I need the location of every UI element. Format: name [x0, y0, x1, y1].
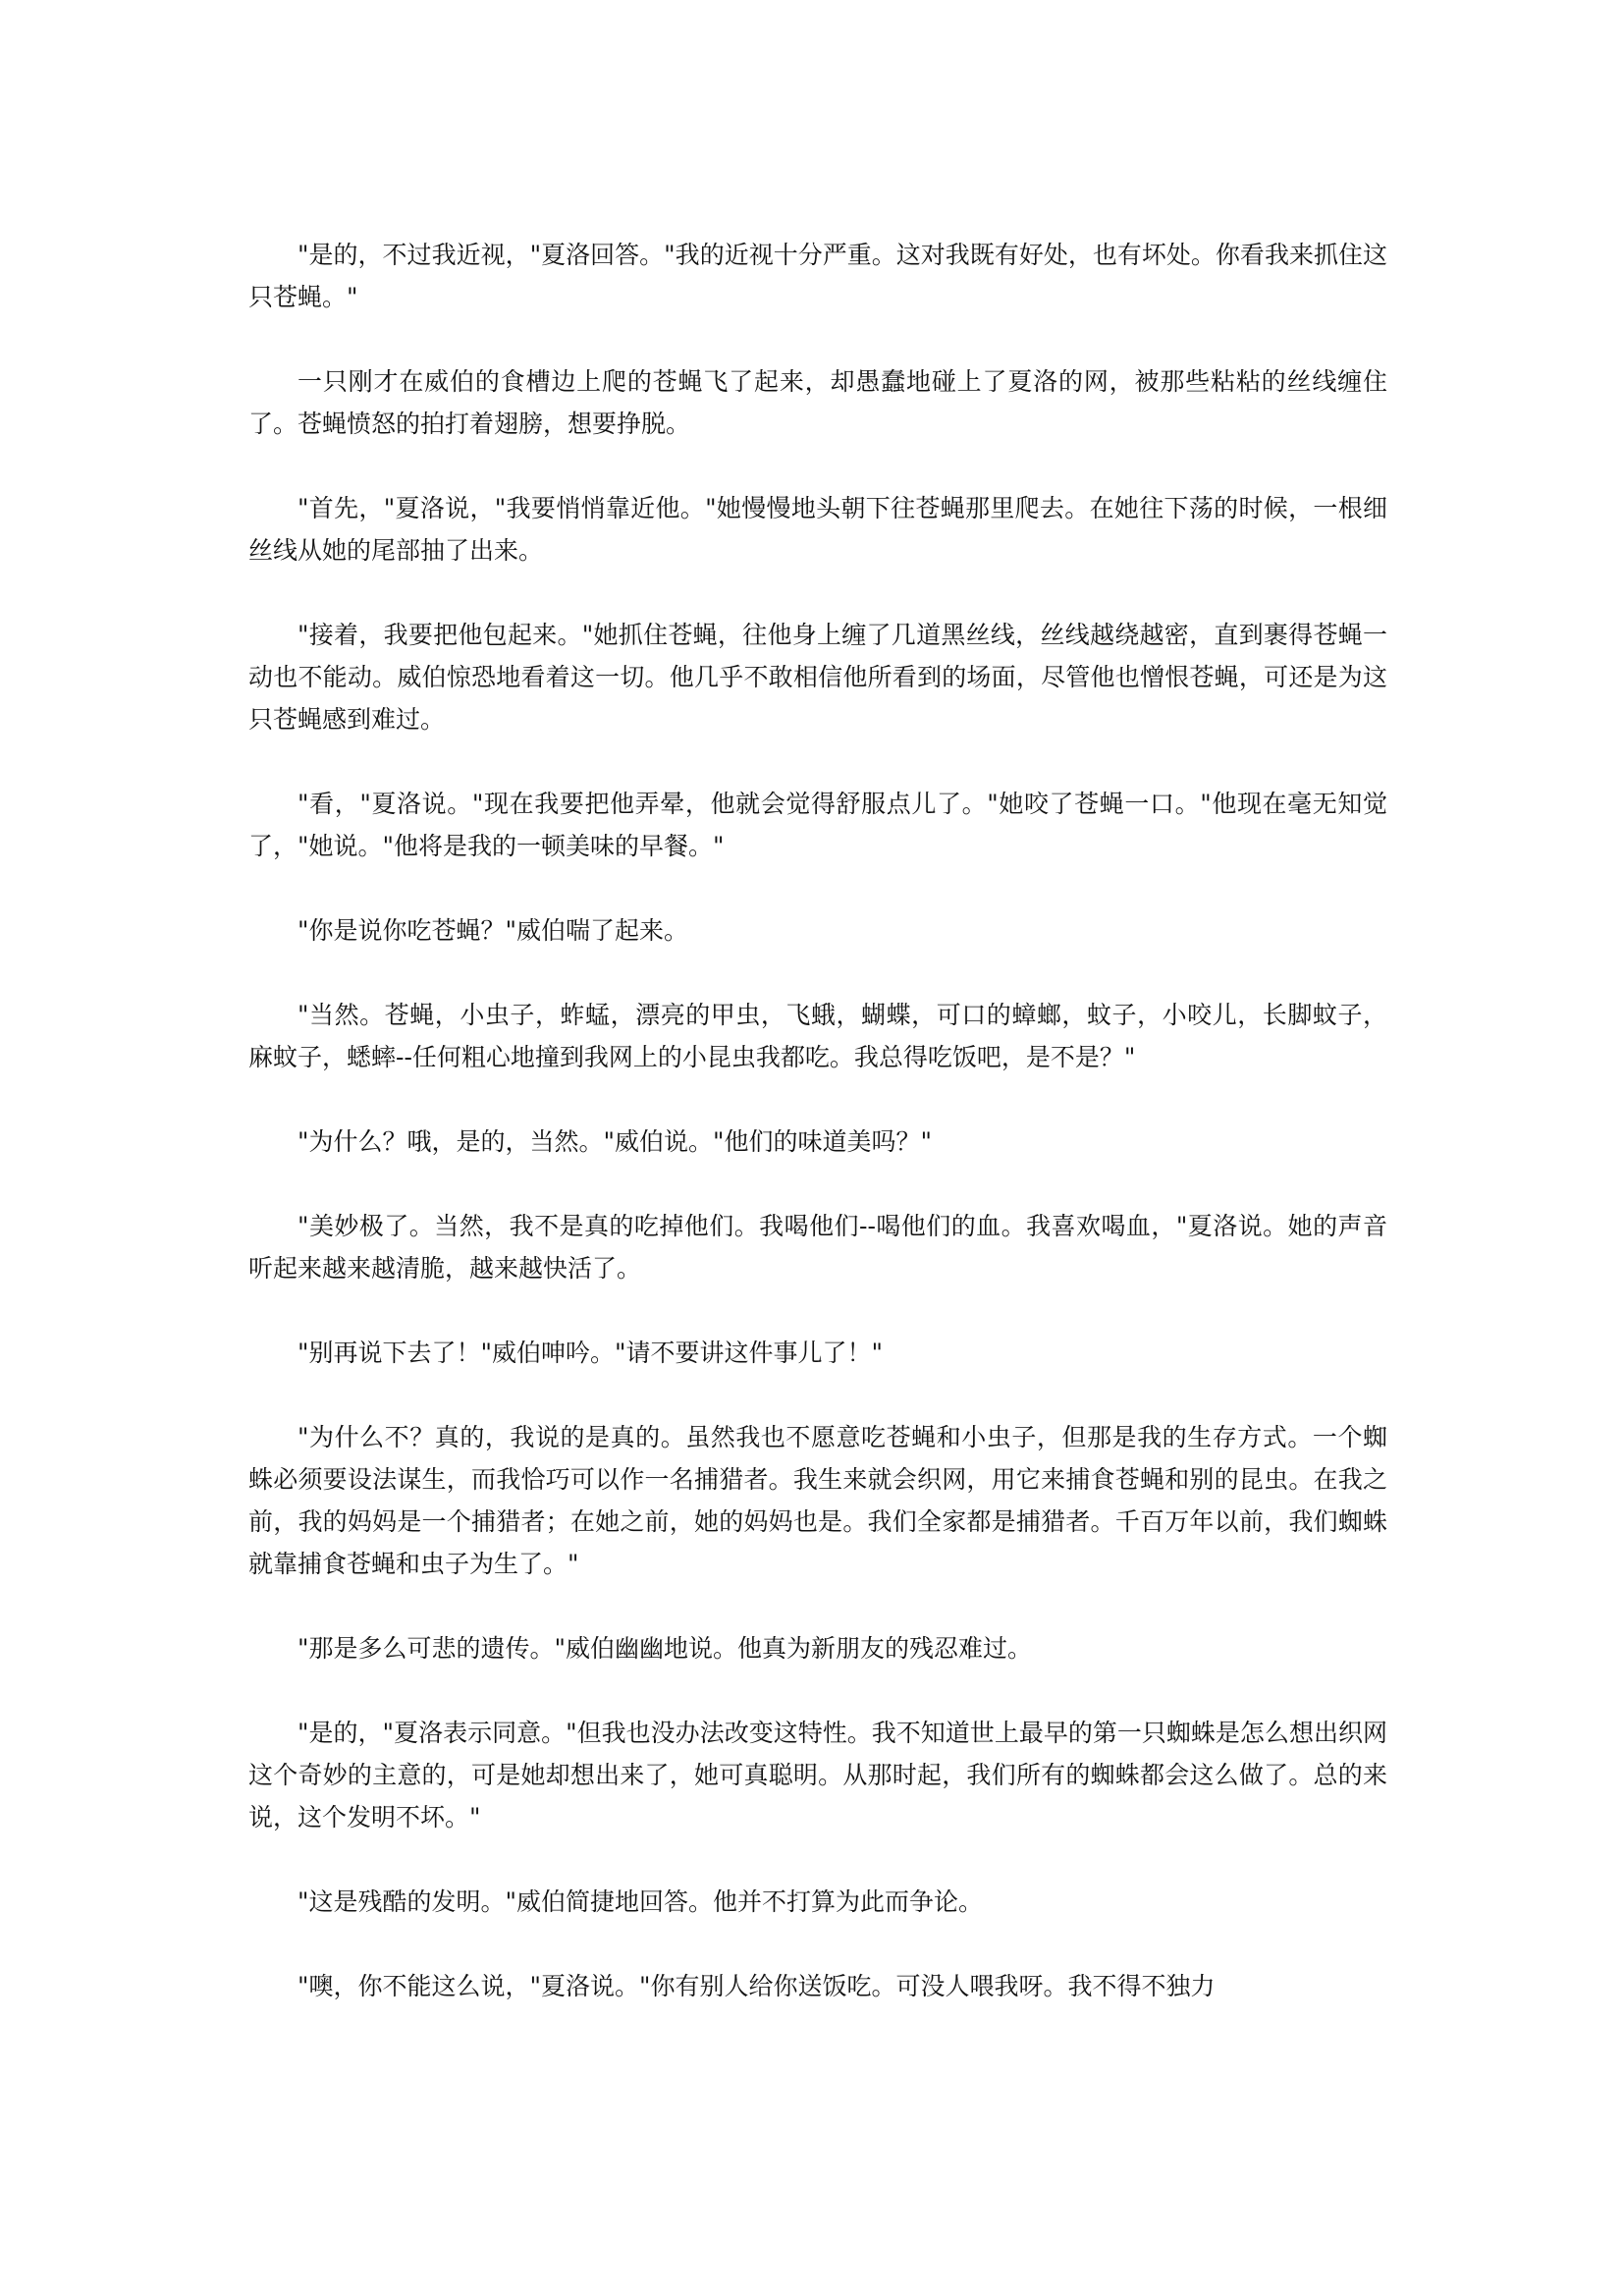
paragraph-4: "接着，我要把他包起来。"她抓住苍蝇，往他身上缠了几道黑丝线，丝线越绕越密，直到裹得苍蝇一动也不能动。威伯惊恐地看着这一切。他几乎不敢相信他所看到的场面，尽管他也憎恨苍蝇，可还是为这只苍蝇感到难过。	[248, 621, 1387, 734]
paragraph-8: "为什么？哦，是的，当然。"威伯说。"他们的味道美吗？"	[298, 1127, 932, 1156]
paragraph-6: "你是说你吃苍蝇？"威伯喘了起来。	[298, 916, 688, 945]
paragraph-10: "别再说下去了！"威伯呻吟。"请不要讲这件事儿了！"	[298, 1339, 883, 1367]
paragraph-1: "是的，不过我近视，"夏洛回答。"我的近视十分严重。这对我既有好处，也有坏处。你看我来抓住这只苍蝇。"	[248, 241, 1387, 311]
paragraph-15: "噢，你不能这么说，"夏洛说。"你有别人给你送饭吃。可没人喂我呀。我不得不独力	[298, 1972, 1216, 2000]
paragraph-13: "是的，"夏洛表示同意。"但我也没办法改变这特性。我不知道世上最早的第一只蜘蛛是怎么想出织网这个奇妙的主意的，可是她却想出来了，她可真聪明。从那时起，我们所有的蜘蛛都会这么做了。总的来说，这个发明不坏。"	[248, 1719, 1387, 1831]
paragraph-9: "美妙极了。当然，我不是真的吃掉他们。我喝他们--喝他们的血。我喜欢喝血，"夏洛说。她的声音听起来越来越清脆，越来越快活了。	[248, 1212, 1387, 1283]
paragraph-2: 一只刚才在威伯的食槽边上爬的苍蝇飞了起来，却愚蠢地碰上了夏洛的网，被那些粘粘的丝线缠住了。苍蝇愤怒的拍打着翅膀，想要挣脱。	[248, 367, 1387, 438]
paragraph-5: "看，"夏洛说。"现在我要把他弄晕，他就会觉得舒服点儿了。"她咬了苍蝇一口。"他现在毫无知觉了，"她说。"他将是我的一顿美味的早餐。"	[248, 790, 1387, 860]
paragraph-14: "这是残酷的发明。"威伯简捷地回答。他并不打算为此而争论。	[298, 1887, 984, 1916]
paragraph-3: "首先，"夏洛说，"我要悄悄靠近他。"她慢慢地头朝下往苍蝇那里爬去。在她往下荡的时候，一根细丝线从她的尾部抽了出来。	[248, 494, 1387, 565]
paragraph-12: "那是多么可悲的遗传。"威伯幽幽地说。他真为新朋友的残忍难过。	[298, 1634, 1033, 1663]
paragraph-11: "为什么不？真的，我说的是真的。虽然我也不愿意吃苍蝇和小虫子，但那是我的生存方式。一个蜘蛛必须要设法谋生，而我恰巧可以作一名捕猎者。我生来就会织网，用它来捕食苍蝇和别的昆虫。在我之前，我的妈妈是一个捕猎者；在她之前，她的妈妈也是。我们全家都是捕猎者。千百万年以前，我们蜘蛛就靠捕食苍蝇和虫子为生了。"	[248, 1423, 1387, 1578]
paragraph-7: "当然。苍蝇，小虫子，蚱蜢，漂亮的甲虫，飞蛾，蝴蝶，可口的蟑螂，蚊子，小咬儿，长脚蚊子，麻蚊子，蟋蟀--任何粗心地撞到我网上的小昆虫我都吃。我总得吃饭吧，是不是？"	[248, 1001, 1387, 1071]
document-page	[248, 234, 1387, 2050]
